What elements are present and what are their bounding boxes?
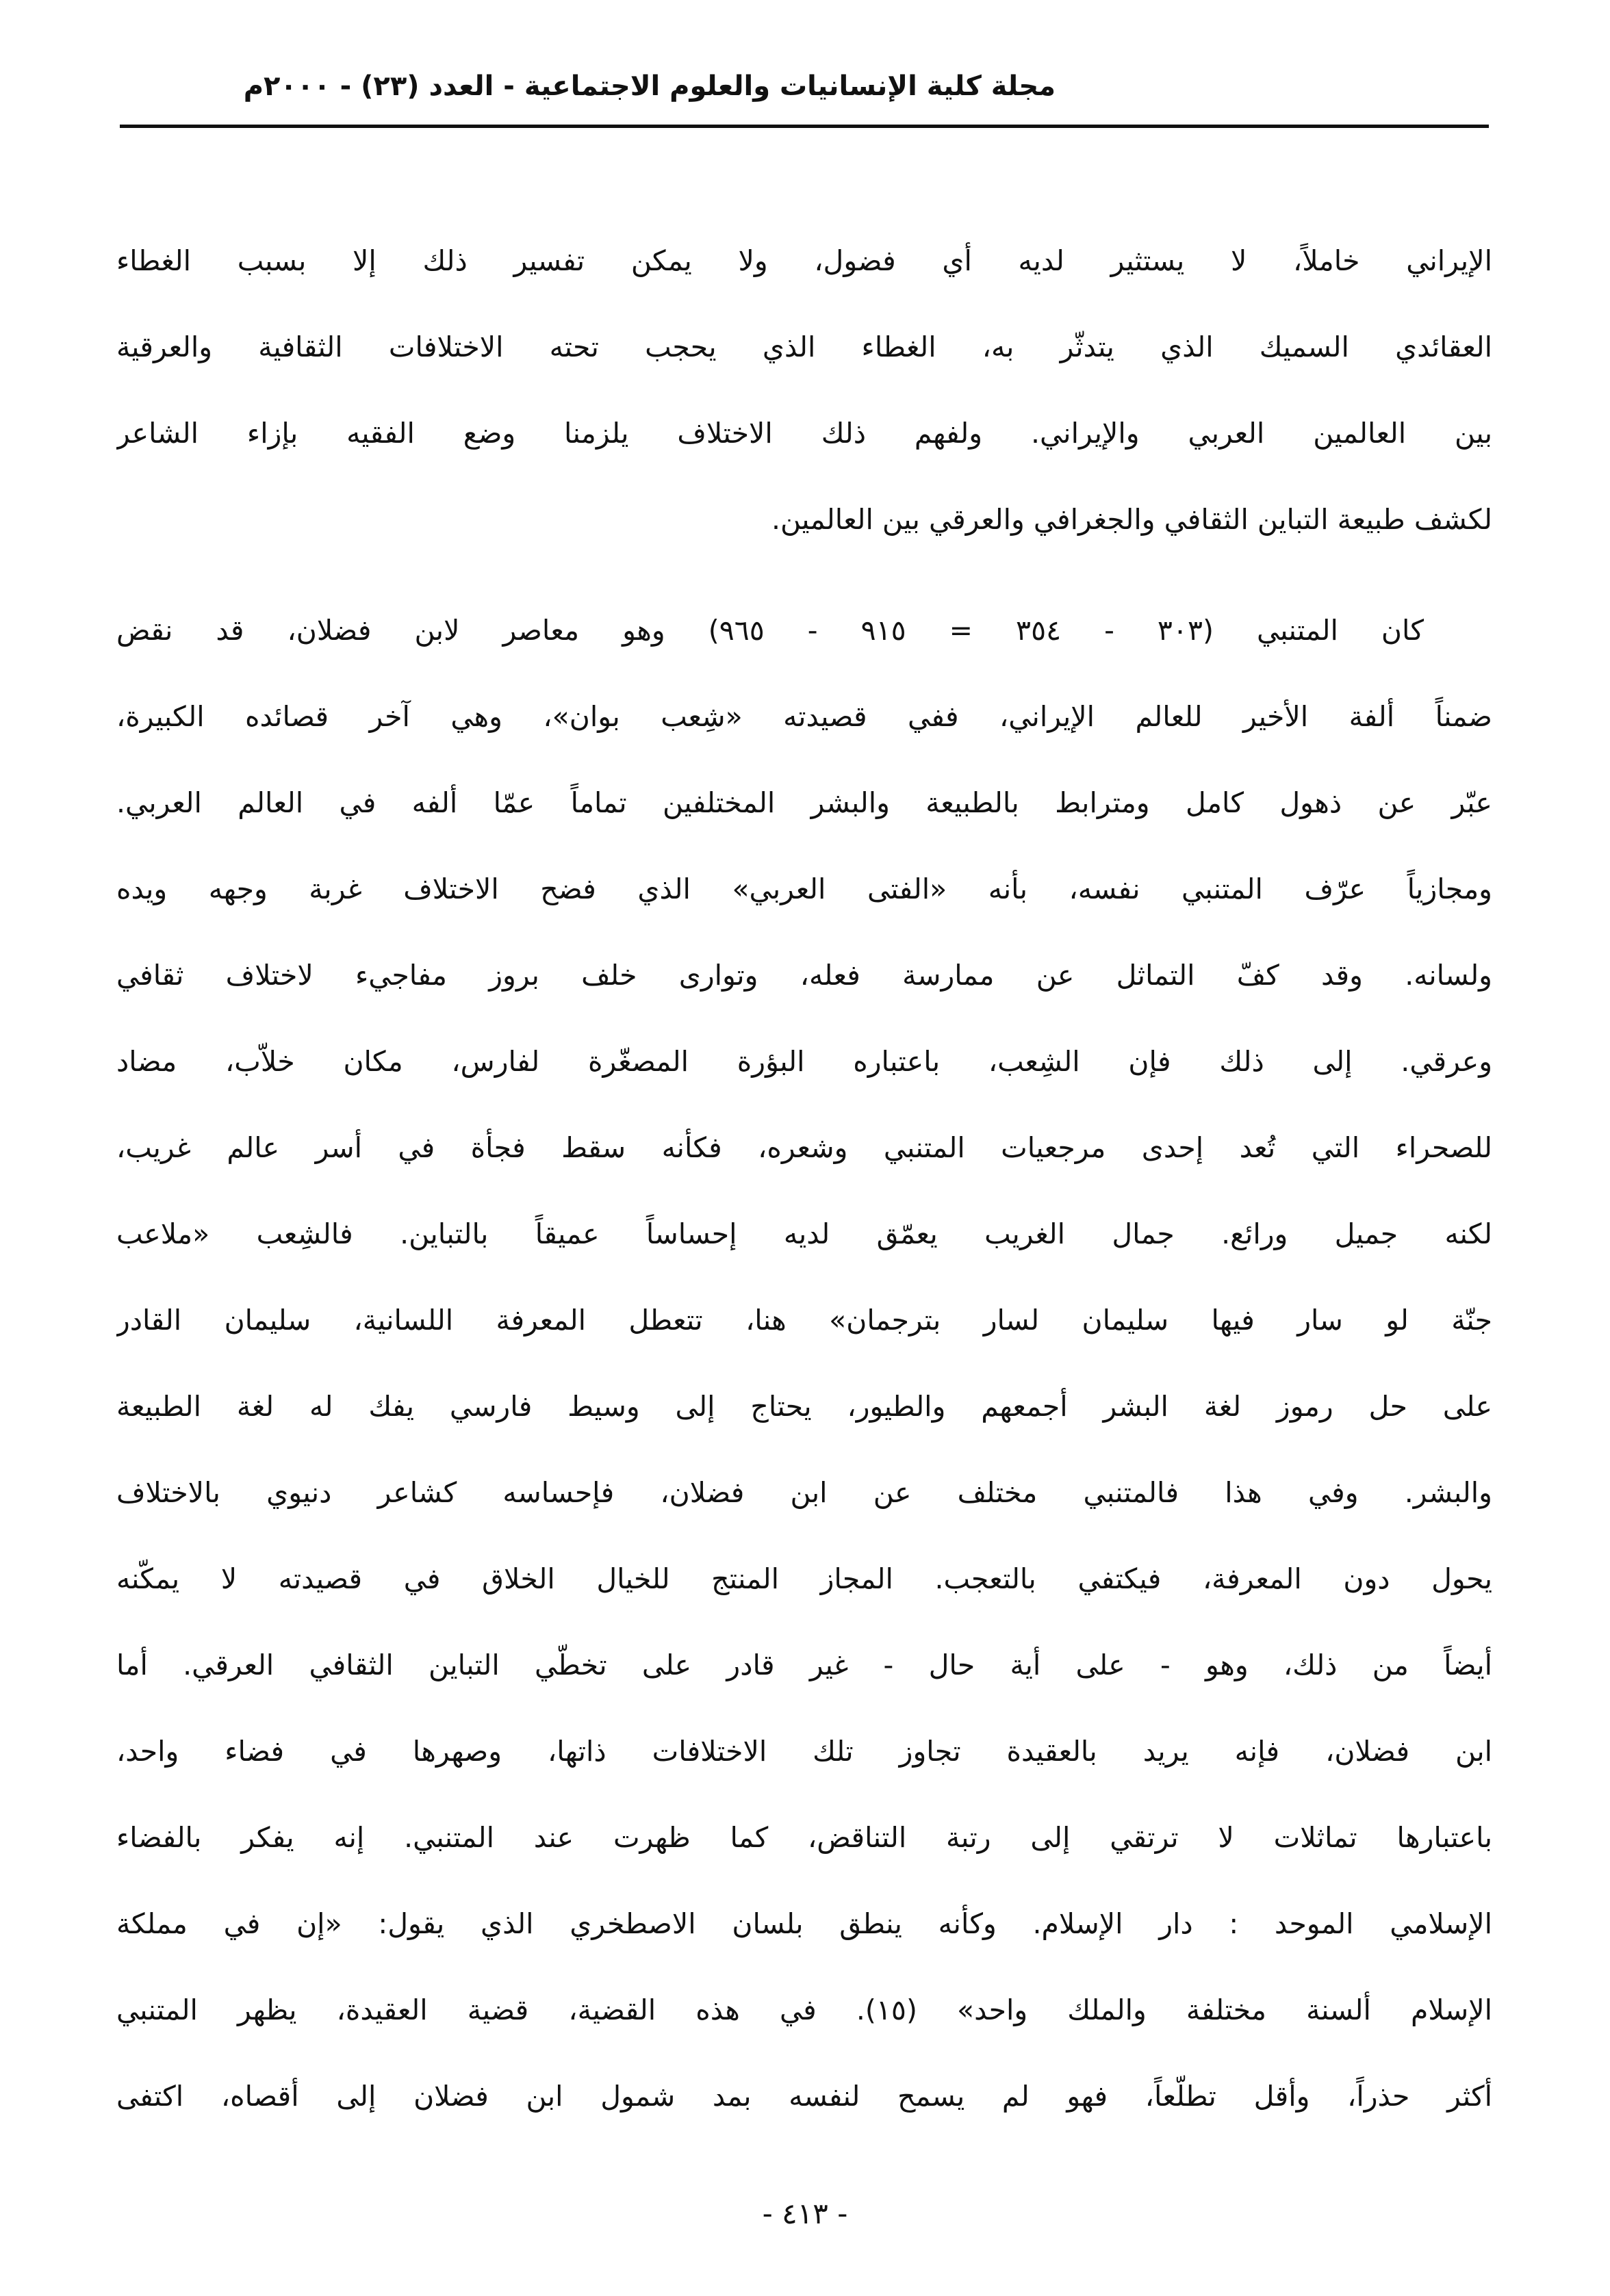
text-line: يحول دون المعرفة، فيكتفي بالتعجب. المجاز المنتج للخيال الخلاق في قصيدته لا يمكّنه [116,1562,1492,1595]
text-line: وعرقي. إلى ذلك فإن الشِعب، باعتباره البؤرة المصغّرة لفارس، مكان خلاّب، مضاد [116,1045,1492,1078]
text-line: بين العالمين العربي والإيراني. ولفهم ذلك الاختلاف يلزمنا وضع الفقيه بإزاء الشاعر [116,417,1492,450]
text-line: ولسانه. وقد كفّ التماثل عن ممارسة فعله، وتوارى خلف بروز مفاجيء لاختلاف ثقافي [116,959,1492,992]
text-line: باعتبارها تماثلات لا ترتقي إلى رتبة التناقض، كما ظهرت عند المتنبي. إنه يفكر بالفضاء [116,1821,1492,1854]
text-line: ضمناً ألفة الأخير للعالم الإيراني، ففي قصيدته «شِعب بوان»، وهي آخر قصائده الكبيرة، [116,700,1492,733]
header-divider [120,125,1489,128]
text-line: العقائدي السميك الذي يتدثّر به، الغطاء الذي يحجب تحته الاختلافات الثقافية والعرقية [116,331,1492,363]
text-line: والبشر. وفي هذا فالمتنبي مختلف عن ابن فضلان، فإحساسه كشاعر دنيوي بالاختلاف [116,1476,1492,1509]
text-line: لكنه جميل ورائع. جمال الغريب يعمّق لديه إحساساً عميقاً بالتباين. فالشِعب «ملاعب [116,1217,1492,1250]
text-line: كان المتنبي (٣٠٣ - ٣٥٤ = ٩١٥ - ٩٦٥) وهو معاصر لابن فضلان، قد نقض [116,614,1424,647]
text-line: جنّة لو سار فيها سليمان لسار بترجمان» هنا، تتعطل المعرفة اللسانية، سليمان القادر [116,1304,1492,1337]
text-line: الإيراني خاملاً، لا يستثير لديه أي فضول، ولا يمكن تفسير ذلك إلا بسبب الغطاء [116,244,1492,277]
text-line: ابن فضلان، فإنه يريد بالعقيدة تجاوز تلك الاختلافات ذاتها، وصهرها في فضاء واحد، [116,1735,1492,1768]
article-body [116,218,1492,2139]
text-line: على حل رموز لغة البشر أجمعهم والطيور، يحتاج إلى وسيط فارسي يفك له لغة الطبيعة [116,1390,1492,1423]
text-line: الإسلامي الموحد : دار الإسلام. وكأنه ينطق بلسان الاصطخري الذي يقول: «إن في مملكة [116,1907,1492,1940]
text-line: للصحراء التي تُعد إحدى مرجعيات المتنبي وشعره، فكأنه سقط فجأة في أسر عالم غريب، [116,1131,1492,1164]
text-line: لكشف طبيعة التباين الثقافي والجغرافي والعرقي بين العالمين. [771,503,1492,536]
text-line: أيضاً من ذلك، وهو - على أية حال - غير قادر على تخطّي التباين الثقافي العرقي. أما [116,1649,1492,1681]
text-line: أكثر حذراً، وأقل تطلّعاً، فهو لم يسمح لنفسه بمد شمول ابن فضلان إلى أقصاه، اكتفى [116,2080,1492,2113]
text-line: ومجازياً عرّف المتنبي نفسه، بأنه «الفتى العربي» الذي فضح الاختلاف غربة وجهه ويده [116,873,1492,905]
text-line: الإسلام ألسنة مختلفة والملك واحد» (١٥). في هذه القضية، قضية العقيدة، يظهر المتنبي [116,1994,1492,2026]
paragraph-gap [116,563,1492,587]
journal-header-title: مجلة كلية الإنسانيات والعلوم الاجتماعية - العدد (٢٣) - ٢٠٠٠م [243,70,1056,102]
text-line: عبّر عن ذهول كامل ومترابط بالطبيعة والبشر المختلفين تماماً عمّا ألفه في العالم العربي. [116,786,1492,819]
page-number: - ٤١٣ - [762,2197,848,2230]
